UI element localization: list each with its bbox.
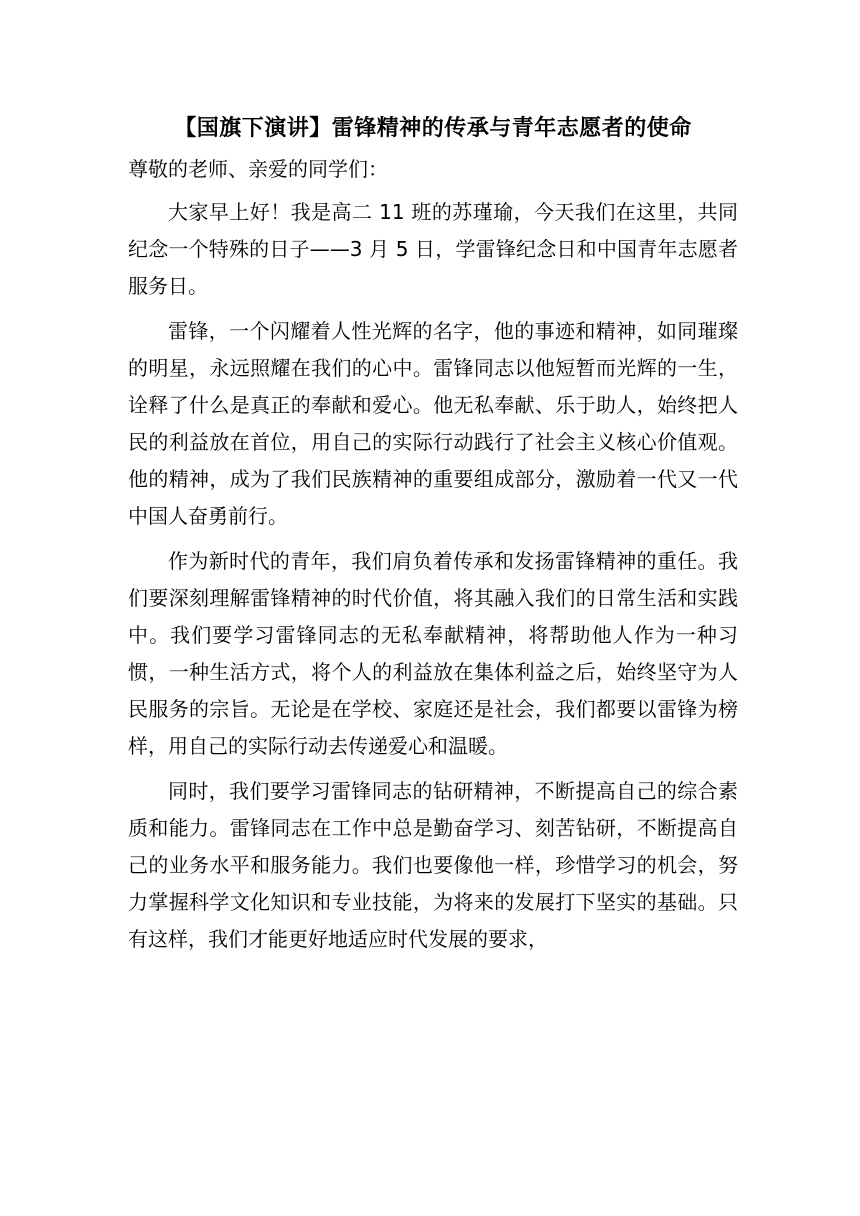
document-page: [128, 110, 738, 958]
paragraph-1: 大家早上好！我是高二 11 班的苏瑾瑜，今天我们在这里，共同纪念一个特殊的日子——3 月 5 日，学雷锋纪念日和中国青年志愿者服务日。: [128, 200, 738, 298]
paragraph-4: 同时，我们要学习雷锋同志的钻研精神，不断提高自己的综合素质和能力。雷锋同志在工作中总是勤奋学习、刻苦钻研，不断提高自己的业务水平和服务能力。我们也要像他一样，珍惜学习的机会，努力掌握科学文化知识和专业技能，为将来的发展打下坚实的基础。只有这样，我们才能更好地适应时代发展的要求，: [128, 779, 738, 951]
document-title: 【国旗下演讲】雷锋精神的传承与青年志愿者的使命: [174, 116, 692, 141]
paragraph-2: 雷锋，一个闪耀着人性光辉的名字，他的事迹和精神，如同璀璨的明星，永远照耀在我们的心中。雷锋同志以他短暂而光辉的一生，诠释了什么是真正的奉献和爱心。他无私奉献、乐于助人，始终把人民的利益放在首位，用自己的实际行动践行了社会主义核心价值观。他的精神，成为了我们民族精神的重要组成部分，激励着一代又一代中国人奋勇前行。: [128, 319, 738, 528]
paragraph-3: 作为新时代的青年，我们肩负着传承和发扬雷锋精神的重任。我们要深刻理解雷锋精神的时代价值，将其融入我们的日常生活和实践中。我们要学习雷锋同志的无私奉献精神，将帮助他人作为一种习惯，一种生活方式，将个人的利益放在集体利益之后，始终坚守为人民服务的宗旨。无论是在学校、家庭还是社会，我们都要以雷锋为榜样，用自己的实际行动去传递爱心和温暖。: [128, 549, 738, 758]
salutation: 尊敬的老师、亲爱的同学们：: [128, 157, 388, 181]
